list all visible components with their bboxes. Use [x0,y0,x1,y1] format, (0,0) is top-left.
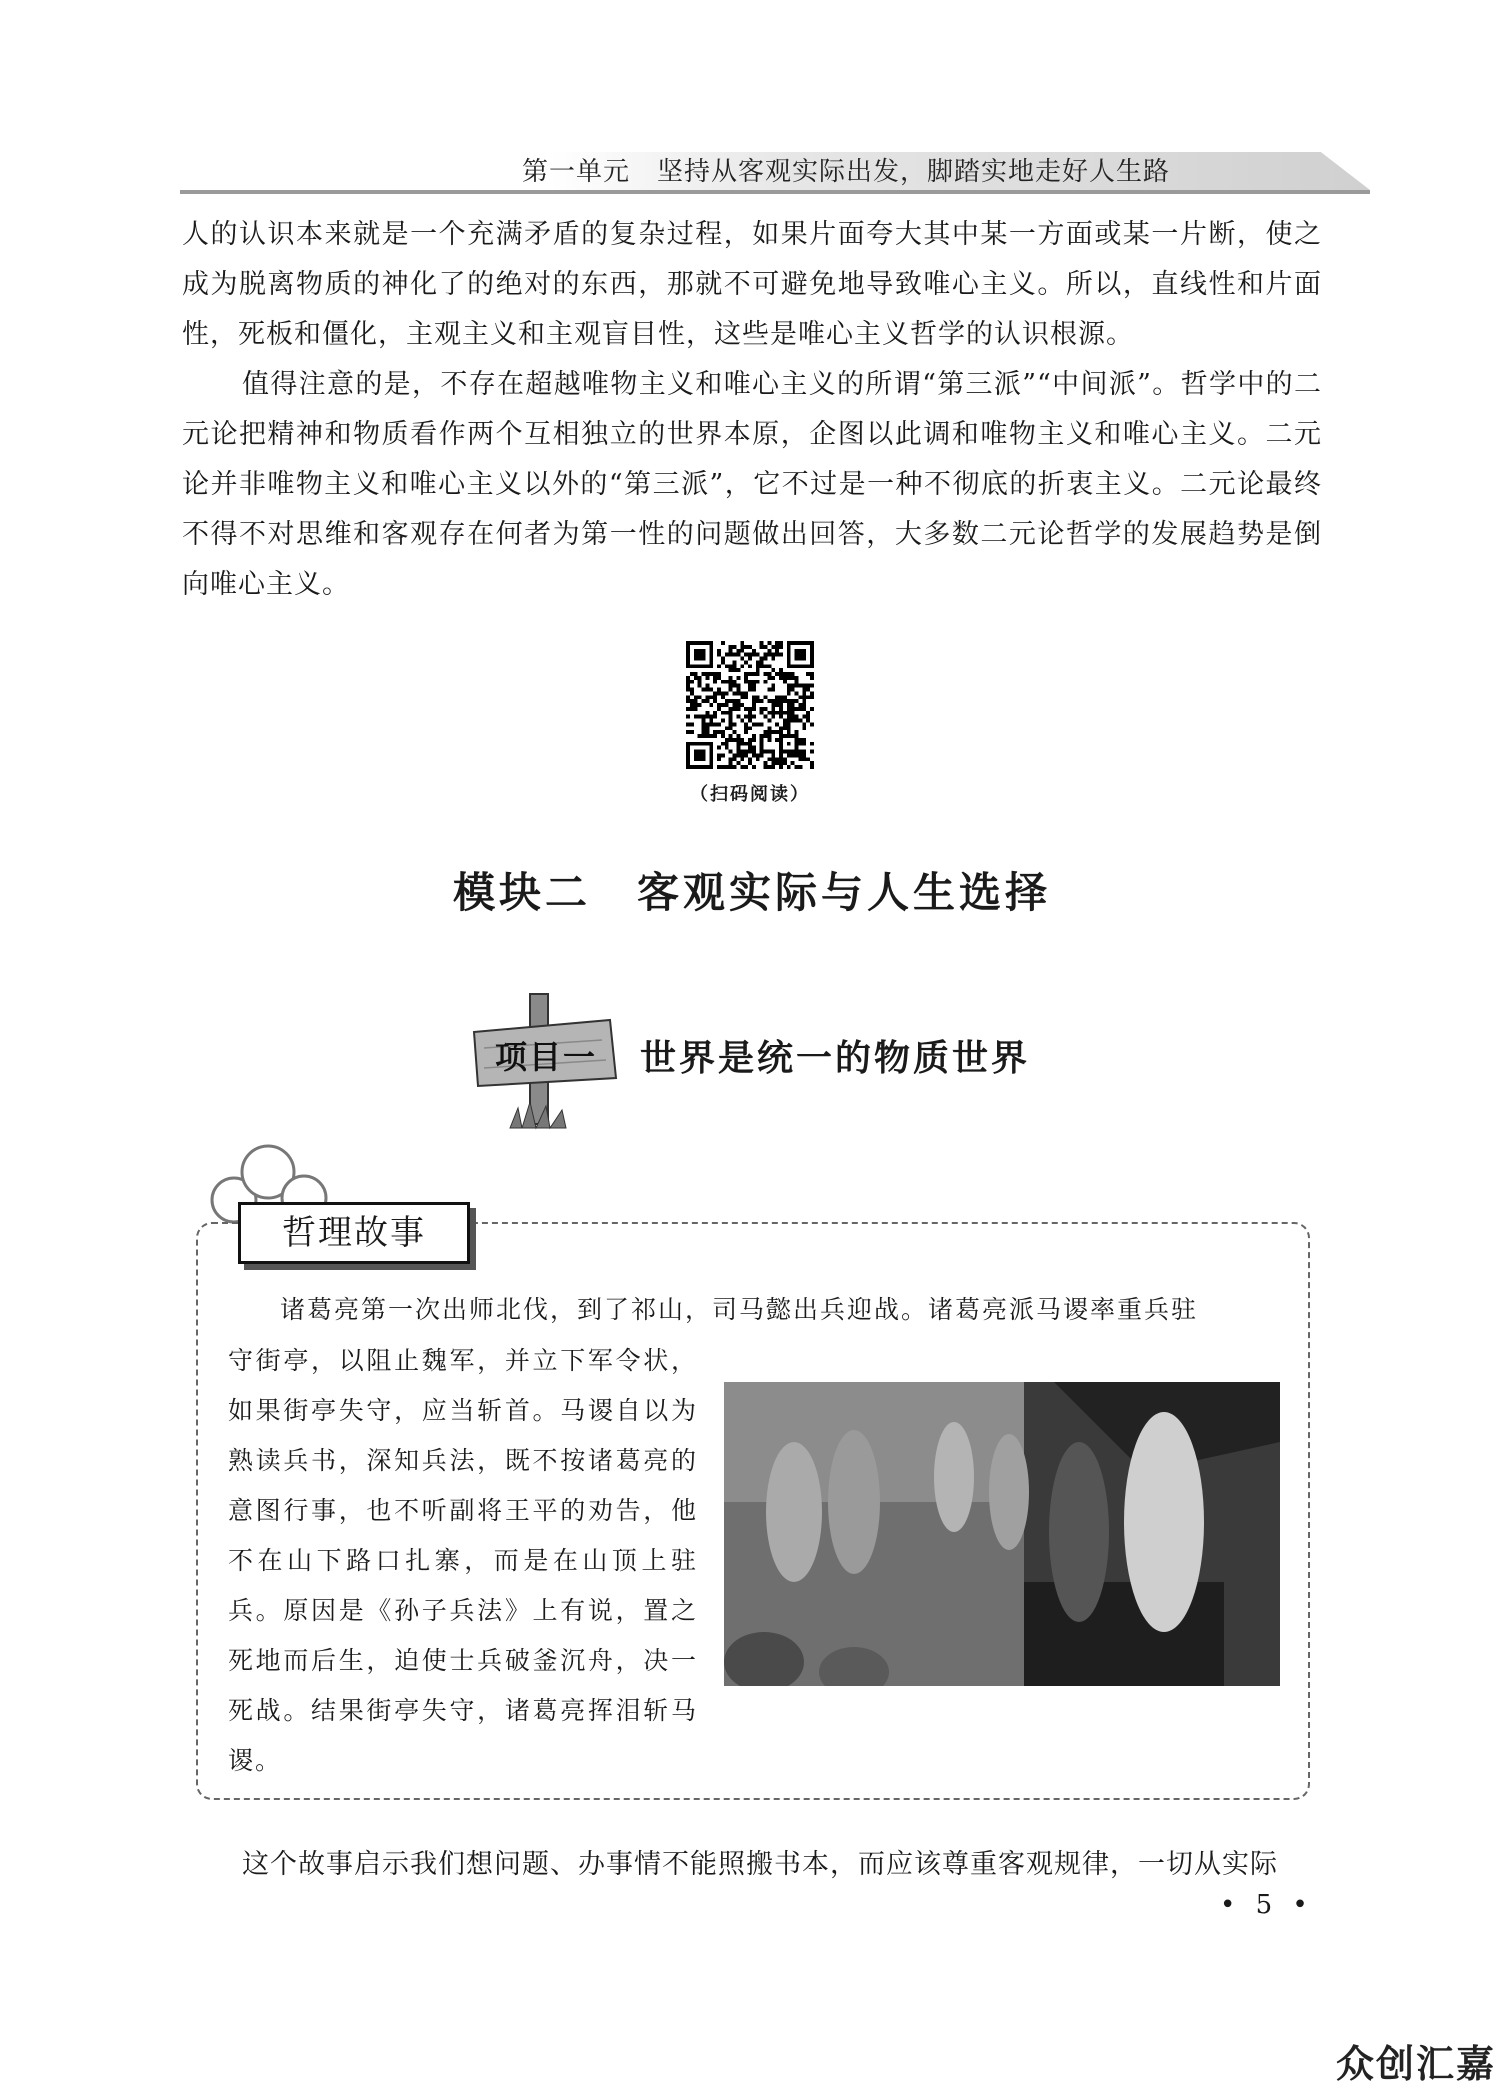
watermark: 众创汇嘉 [1335,2042,1496,2086]
page-number: • 5 • [1220,1890,1314,1920]
story-first-line: 诸葛亮第一次出师北伐，到了祁山，司马懿出兵迎战。诸葛亮派马谡率重兵驻 [280,1295,1199,1324]
project-title: 世界是统一的物质世界 [640,1038,1031,1079]
qr-caption: （扫码阅读） [690,784,810,805]
bottom-paragraph: 这个故事启示我们想问题、办事情不能照搬书本，而应该尊重客观规律，一切从实际 [242,1849,1278,1880]
project-label: 项目一 [494,1038,597,1076]
header-rule [180,190,1370,194]
module-title: 模块二 客观实际与人生选择 [452,868,1051,917]
story-illustration [724,1382,1280,1686]
story-text: 守街亭，以阻止魏军，并立下军令状，如果街亭失守，应当斩首。马谡自以为熟读兵书，深知兵法，既不按诸葛亮的意图行事，也不听副将王平的劝告，他不在山下路口扎寨，而是在山顶上驻兵。原因是《孙子兵法》上有说，置之死地而后生，迫使士兵破釜沉舟，决一死战。结果街亭失守，诸葛亮挥泪斩马谡。 [228,1346,698,1775]
story-tag: 哲理故事 [238,1202,470,1264]
body-paragraph-1: 人的认识本来就是一个充满矛盾的复杂过程，如果片面夸大其中某一方面或某一片断，使之成为脱离物质的神化了的绝对的东西，那就不可避免地导致唯心主义。所以，直线性和片面性，死板和僵化，主观主义和主观盲目性，这些是唯心主义哲学的认识根源。 [182,219,1322,350]
body-paragraph-2: 值得注意的是，不存在超越唯物主义和唯心主义的所谓“第三派”“中间派”。哲学中的二元论把精神和物质看作两个互相独立的世界本原，企图以此调和唯物主义和唯心主义。二元论并非唯物主义和唯心主义以外的“第三派”，它不过是一种不彻底的折衷主义。二元论最终不得不对思维和客观存在何者为第一性的问题做出回答，大多数二元论哲学的发展趋势是倒向唯心主义。 [182,369,1322,600]
qr-code-icon[interactable] [686,641,814,769]
header-title: 第一单元 坚持从客观实际出发，脚踏实地走好人生路 [521,157,1170,187]
running-header [180,150,1370,194]
